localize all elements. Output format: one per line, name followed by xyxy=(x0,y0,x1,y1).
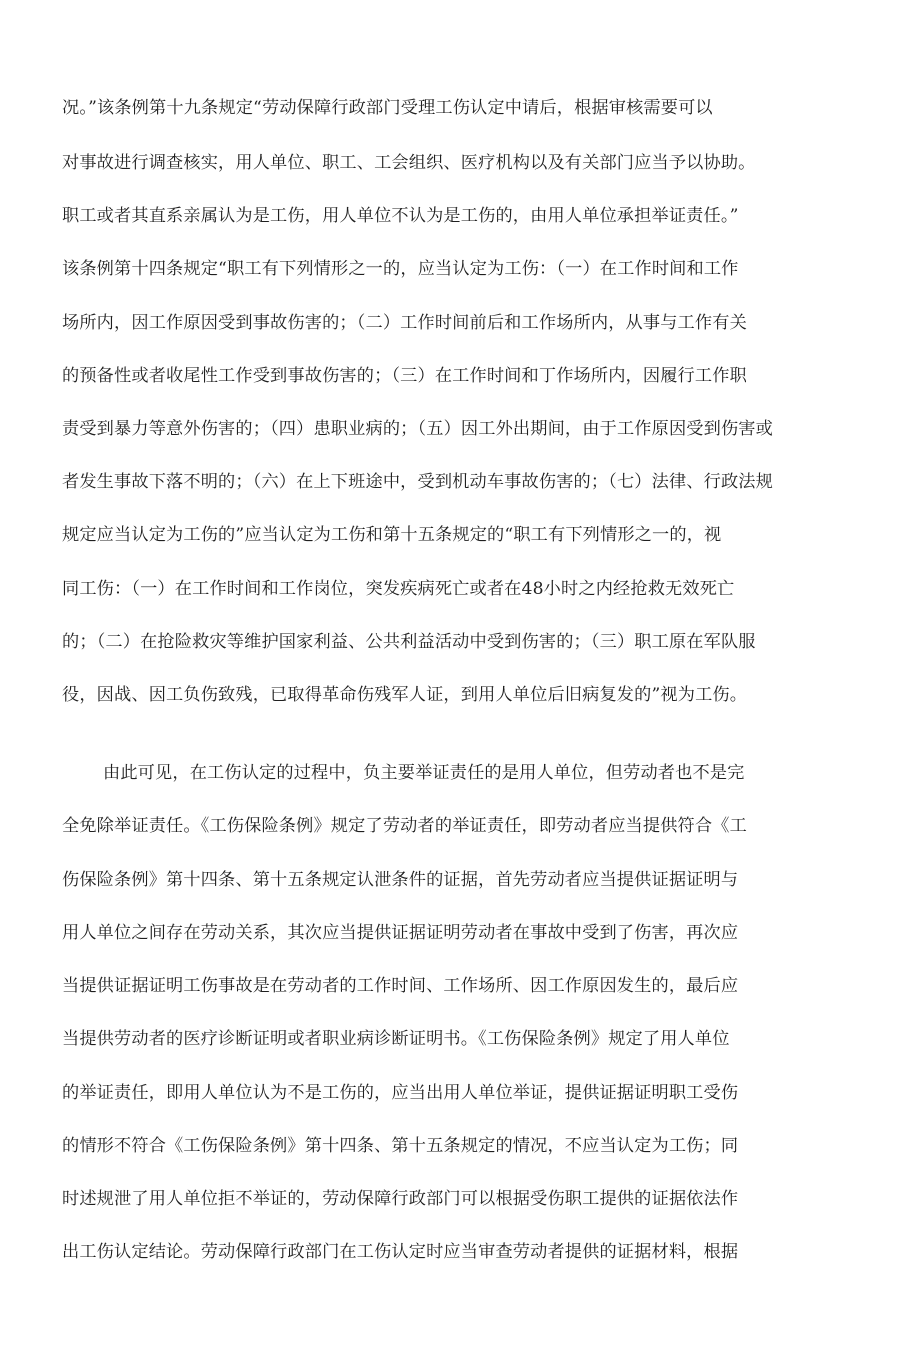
text-line: 同工伤：（一）在工作时间和工作岗位，突发疾病死亡或者在48小时之内经抢救无效死亡 xyxy=(62,579,735,599)
text-line: 责受到暴力等意外伤害的；（四）患职业病的；（五）因工外出期间，由于工作原因受到伤害或 xyxy=(62,419,773,439)
text-line: 出工伤认定结论。劳动保障行政部门在工伤认定时应当审查劳动者提供的证据材料，根据 xyxy=(62,1242,739,1262)
text-line: 况。”该条例第十九条规定“劳动保障行政部门受理工伤认定中请后，根据审核需要可以 xyxy=(62,98,713,118)
text-line: 由此可见，在工伤认定的过程中，负主要举证责任的是用人单位，但劳动者也不是完 xyxy=(103,763,745,783)
text-line: 职工或者其直系亲属认为是工伤，用人单位不认为是工伤的，由用人单位承担举证责任。” xyxy=(62,206,739,226)
text-line: 的预备性或者收尾性工作受到事故伤害的；（三）在工作时间和丁作场所内，因履行工作职 xyxy=(62,366,747,386)
text-line: 对事故进行调查核实，用人单位、职工、工会组织、医疗机构以及有关部门应当予以协助。 xyxy=(62,153,756,173)
text-line: 该条例第十四条规定“职工有下列情形之一的，应当认定为工伤：（一）在工作时间和工作 xyxy=(62,259,739,279)
text-line: 场所内，因工作原因受到事故伤害的；（二）工作时间前后和工作场所内，从事与工作有关 xyxy=(62,313,747,333)
text-line: 伤保险条例》第十四条、第十五条规定认泄条件的证据，首先劳动者应当提供证据证明与 xyxy=(62,870,739,890)
text-line: 者发生事故下落不明的；（六）在上下班途中，受到机动车事故伤害的；（七）法律、行政法规 xyxy=(62,472,773,492)
text-line: 当提供证据证明工伤事故是在劳动者的工作时间、工作场所、因工作原因发生的，最后应 xyxy=(62,976,739,996)
text-line: 的情形不符合《工伤保险条例》第十四条、第十五条规定的情况，不应当认定为工伤；同 xyxy=(62,1136,739,1156)
text-line: 的；（二）在抢险救灾等维护国家利益、公共利益活动中受到伤害的；（三）职工原在军队服 xyxy=(62,632,756,652)
text-line: 时述规泄了用人单位拒不举证的，劳动保障行政部门可以根据受伤职工提供的证据依法作 xyxy=(62,1189,739,1209)
text-line: 当提供劳动者的医疗诊断证明或者职业病诊断证明书。《工伤保险条例》规定了用人单位 xyxy=(62,1029,730,1049)
text-line: 的举证责任，即用人单位认为不是工伤的，应当出用人单位举证，提供证据证明职工受伤 xyxy=(62,1083,739,1103)
text-line: 规定应当认定为工伤的”应当认定为工伤和第十五条规定的“职工有下列情形之一的，视 xyxy=(62,525,722,545)
text-line: 用人单位之间存在劳动关系，其次应当提供证据证明劳动者在事故中受到了伤害，再次应 xyxy=(62,923,739,943)
text-line: 全免除举证责任。《工伤保险条例》规定了劳动者的举证责任，即劳动者应当提供符合《工 xyxy=(62,816,747,836)
text-line: 役，因战、因工负伤致残，已取得革命伤残军人证，到用人单位后旧病复发的”视为工伤。 xyxy=(62,685,748,705)
